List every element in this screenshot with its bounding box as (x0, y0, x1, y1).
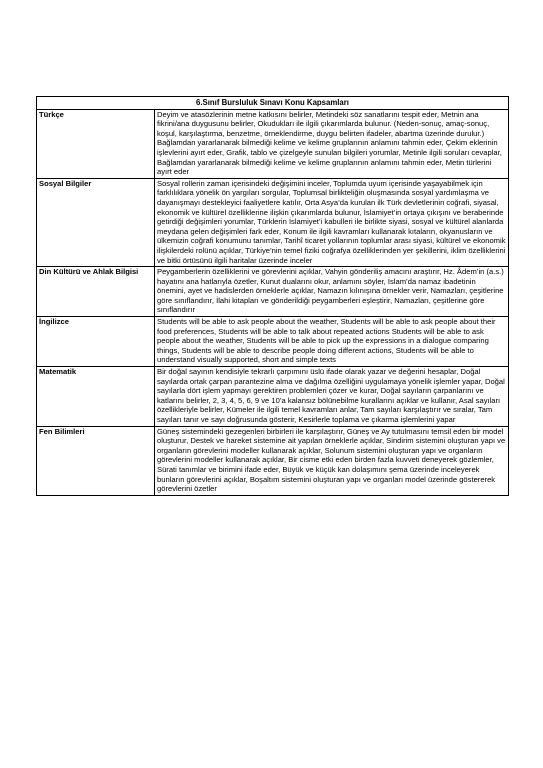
subject-content: Sosyal rollerin zaman içerisindeki değişimini inceler, Toplumda uyum içerisinde yaşayabilmek için farklılıklara yönelik ön yargıları sorgular, Toplumsal birlikteliğin oluşmasında sosyal yardımlaşma ve dayanışmayı destekleyici faaliyetlere katılır, Orta Asya’da kurulan ilk Türk devletlerinin coğrafi, siyasal, ekonomik ve kültürel özelliklerine ilişkin çıkarımlarda bulunur, İslamiyet’in ortaya çıkışını ve beraberinde getirdiği değişimleri yorumlar, Türklerin İslamiyet’i kabulleri ile birlikte siyasi, sosyal ve kültürel alanlarda meydana gelen değişimleri fark eder, Konum ile ilgili kavramları kullanarak kıtaların, okyanusların ve ülkemizin coğrafi konumunu tanımlar, Tarihî ticaret yollarının toplumlar arası siyasi, kültürel ve ekonomik ilişkilerdeki rolünü açıklar, Türkiye’nin temel fiziki coğrafya özelliklerinden yer şekillerini, iklim özelliklerini ve bitki örtüsünü ilgili haritalar üzerinde inceler (155, 178, 509, 266)
syllabus-table (36, 96, 509, 496)
subject-name: İngilizce (37, 317, 155, 367)
table-row-fen-bilimleri (37, 426, 509, 495)
table-row-ingilizce (37, 317, 509, 367)
subject-content: Güneş sistemindeki gezegenleri birbirleri ile karşılaştırır, Güneş ve Ay tutulmasını temsil eden bir model oluşturur, Destek ve hareket sistemine ait yapılan örneklerle açıklar, Sindirim sistemini oluşturan yapı ve organların görevlerini modeller kullanarak açıklar, Solunum sistemini oluşturan yapı ve organların görevlerini modeller kullanarak açıklar, Bir cisme etki eden birden fazla kuvveti deneyerek gözlemler, Sürati tanımlar ve birimini ifade eder, Büyük ve küçük kan dolaşımını şema üzerinde inceleyerek bunların görevlerini açıklar, Boşaltım sistemini oluşturan yapı ve organları model üzerinde göstererek görevlerini özetler (155, 426, 509, 495)
table-row-din-kulturu (37, 267, 509, 317)
subject-name: Matematik (37, 367, 155, 427)
subject-content: Bir doğal sayının kendisiyle tekrarlı çarpımını üslü ifade olarak yazar ve değerini hesaplar, Doğal sayılarda ortak çarpan parantezine alma ve dağılma özelliğini uygulamaya yönelik işlemler yapar, Doğal sayılarla dört işlem yapmayı gerektiren problemleri çözer ve kurar, Doğal sayıların çarpanlarını ve katlarını belirler, 2, 3, 4, 5, 6, 9 ve 10’a kalansız bölünebilme kurallarını açıklar ve kullanır, Asal sayıları özellikleriyle belirler, Kümeler ile ilgili temel kavramları anlar, Tam sayıları karşılaştırır ve sıralar, Tam sayıları tanır ve sayı doğrusunda gösterir, Kesirlerle toplama ve çıkarma işlemlerini yapar (155, 367, 509, 427)
subject-name: Sosyal Bilgiler (37, 178, 155, 266)
subject-name: Fen Bilimleri (37, 426, 155, 495)
table-header-row (37, 97, 509, 110)
subject-content: Deyim ve atasözlerinin metne katkısını belirler, Metindeki söz sanatlarını tespit eder, Metnin ana fikrini/ana duygusunu belirler, Okudukları ile ilgili çıkarımlarda bulunur. (Neden-sonuç, amaç-sonuç, koşul, karşılaştırma, benzetme, örneklendirme, duygu belirten ifadeler, abartma üzerinde durulur.) Bağlamdan yararlanarak bilmediği kelime ve kelime gruplarının anlamını tahmin eder, Çekim eklerinin işlevlerini ayırt eder, Grafik, tablo ve çizelgeyle sunulan bilgileri yorumlar, Metinle ilgili soruları cevaplar, Bağlamdan yararlanarak bilmediği kelime ve kelime gruplarının anlamını tahmin eder, Metin türlerini ayırt eder (155, 109, 509, 178)
table-row-sosyal-bilgiler (37, 178, 509, 266)
subject-content: Students will be able to ask people about the weather, Students will be able to ask people about their food preferences, Students will be able to talk about repeated actions Students will be able to ask people about the weather, Students will be able to pick up the expressions in a dialogue comparing things, Students will be able to describe people doing different actions, Students will be able to understand visually supported, short and simple texts (155, 317, 509, 367)
subject-name: Türkçe (37, 109, 155, 178)
document-title: 6.Sınıf Bursluluk Sınavı Konu Kapsamları (37, 97, 509, 110)
subject-name: Din Kültürü ve Ahlak Bilgisi (37, 267, 155, 317)
subject-content: Peygamberlerin özelliklerini ve görevlerini açıklar, Vahyin gönderiliş amacını araştırır, Hz. Âdem’in (a.s.) hayatını ana hatlarıyla özetler, Kunut dualarını okur, anlamını söyler, İslam’da namaz ibadetinin önemini, ayet ve hadislerden örneklerle açıklar, Namazın kılınışına örnekler verir, Namazları, çeşitlerine göre sınıflandırır, İlahi kitapları ve gönderildiği peygamberleri eşleştirir, Namazları, çeşitlerine göre sınıflandırır (155, 267, 509, 317)
table-row-matematik (37, 367, 509, 427)
table-row-turkce (37, 109, 509, 178)
